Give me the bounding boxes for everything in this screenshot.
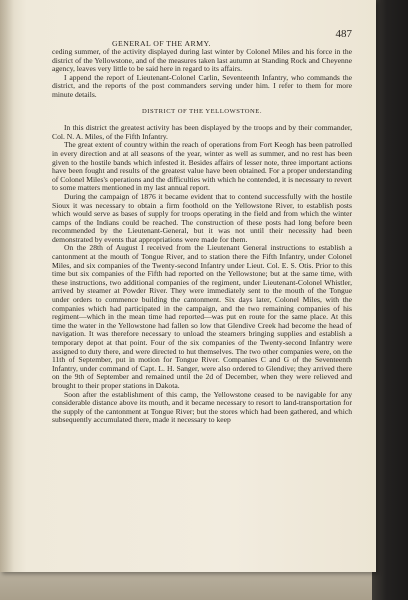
page-header [52, 30, 352, 48]
paragraph: On the 28th of August I received from the Lieutenant General instructions to establish a cantonment at the mouth of Tongue River, and to station there the Fifth Infantry, under Colonel Miles, and six companies of the Twenty-second Infantry under Lieut. Col. E. S. Otis. Prior to this time but six companies of the Fifth had reported on the Yellowstone; but at the same time, with these instructions, two additional companies of the regiment, under Lieutenant-Colonel Whistler, arrived by steamer at Powder River. They were immediately sent to the mouth of the Tongue under orders to commence building the cantonment. Six days later, Colonel Miles, with the companies which had participated in the campaign, and the two remaining companies of his regiment—which in the mean time had reported—was put en route for the same place. At this time the water in the Yellowstone had fallen so low that Glendive Creek had become the head of navigation. It was therefore necessary to unload the steamers bringing supplies and establish a temporary depot at that point. Four of the six companies of the Twenty-second Infantry were assigned to duty there, and were directed to hut themselves. The two other companies were, on the 11th of September, put in motion for Tongue River. Companies C and G of the Seventeenth Infantry, under command of Capt. L. H. Sanger, were also ordered to Glendive; they arrived there on the 9th of September and remained until the 2d of December, when they were relieved and brought to their proper stations in Dakota. [52, 243, 352, 390]
page-number: 487 [335, 28, 352, 40]
page-text-block [52, 30, 352, 425]
page-gutter-shadow [0, 0, 14, 572]
paragraph: During the campaign of 1876 it became evident that to contend successfully with the hostile Sioux it was necessary to obtain a firm foothold on the Yellowstone River, to establish posts which would serve as bases of supply for troops operating in the field and from which the winter camps of the Indians could be reached. The construction of these posts had long before been recommended by the Lieutenant-General, but it was not until their necessity had been demonstrated by events that appropriations were made for them. [52, 191, 352, 244]
book-cover-edge [372, 0, 408, 600]
paragraph: In this district the greatest activity has been displayed by the troops and by their commander, Col. N. A. Miles, of the Fifth Infantry. [52, 123, 352, 141]
paragraph: The great extent of country within the reach of operations from Fort Keogh has been patrolled in every direction and at all seasons of the year, winter as well as summer, and no rest has been given to the hostile bands which infested it. Besides affairs of lesser note, three important actions have been fought and results of the greatest value have been obtained. For a proper understanding of Colonel Miles's operations and the difficulties with which he contended, it is necessary to revert to some matters mentioned in my last annual report. [52, 140, 352, 193]
paragraph: I append the report of Lieutenant-Colonel Carlin, Seventeenth Infantry, who commands the district, and the reports of the post commanders serving under him. I refer to them for more minute details. [52, 72, 352, 99]
running-title: GENERAL OF THE ARMY. [112, 39, 211, 48]
paragraph: Soon after the establishment of this camp, the Yellowstone ceased to be navigable for any considerable distance above its mouth, and it became necessary to resort to land-transportation for the supply of the cantonment at Tongue River; but the stores which had been gathered, and which subsequently accumulated there, made it necessary to keep [52, 389, 352, 425]
section-heading: DISTRICT OF THE YELLOWSTONE. [142, 107, 262, 115]
paragraph: ceding summer, of the activity displayed during last winter by Colonel Miles and his force in the district of the Yellowstone, and of the measures taken last autumn at Standing Rock and Cheyenne agency, leaves very little to be said here in regard to its affairs. [52, 47, 352, 74]
